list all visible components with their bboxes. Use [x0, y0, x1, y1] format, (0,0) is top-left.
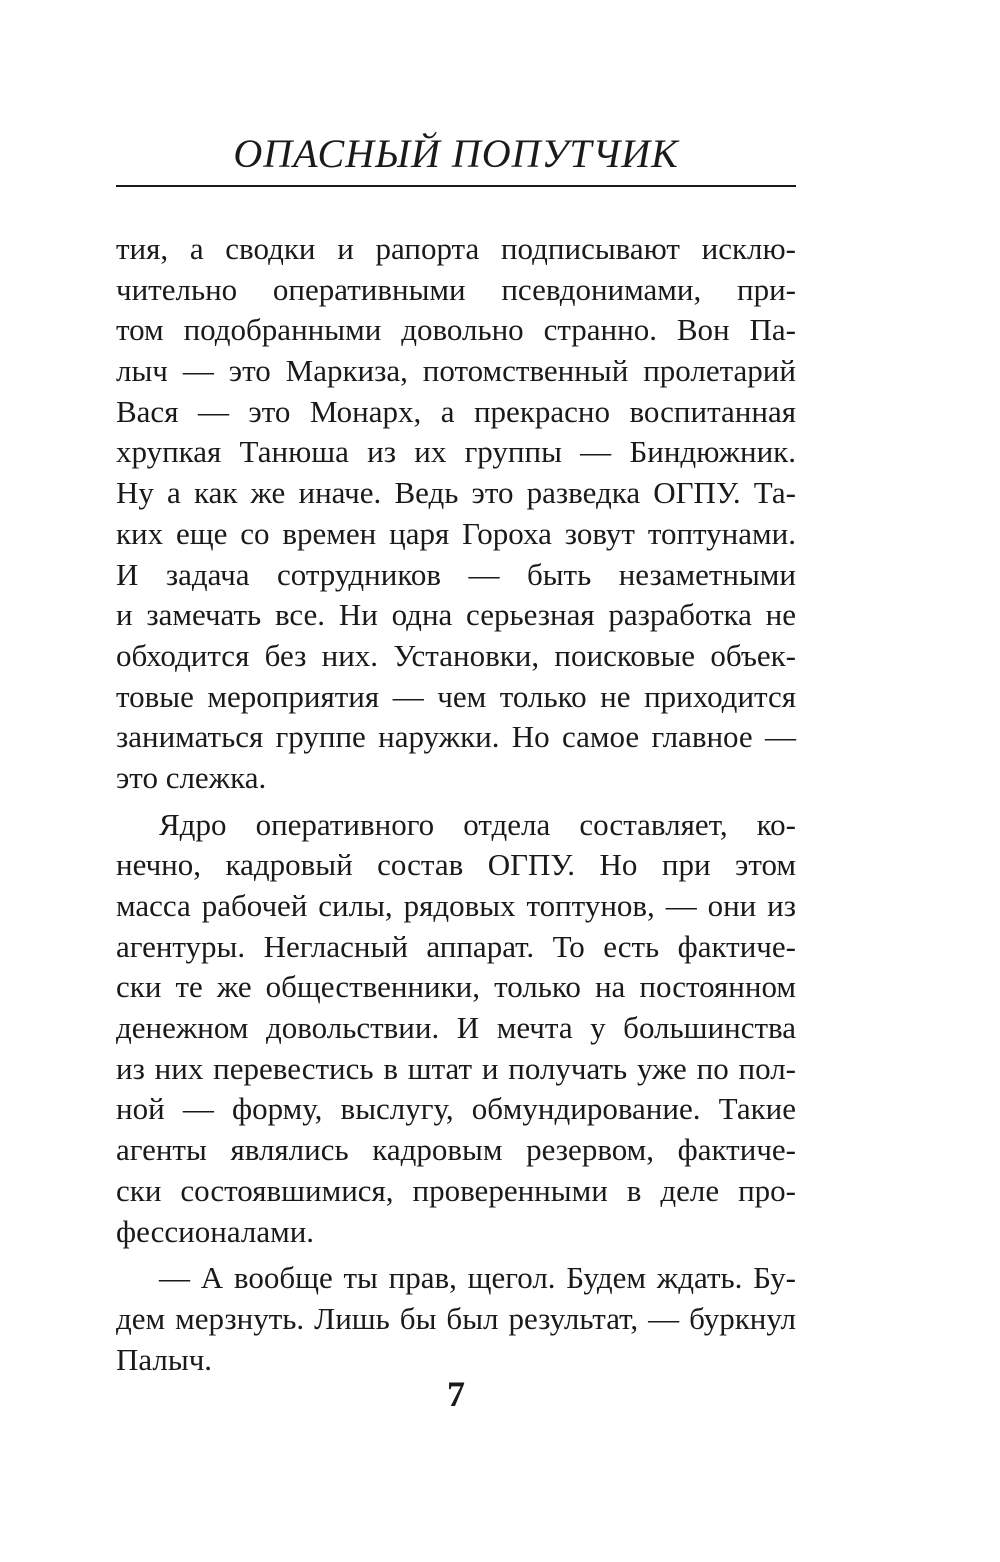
text-line: обходится без них. Установки, поисковые объек- — [116, 637, 796, 673]
text-line: масса рабочей силы, рядовых топтунов, — они из — [116, 888, 796, 923]
body-text — [116, 229, 796, 1380]
text-line: И задача сотрудников — быть незаметными — [116, 556, 796, 592]
text-line: том подобранными довольно странно. Вон Па- — [116, 312, 796, 348]
text-line: дем мерзнуть. Лишь бы был результат, — буркнул — [116, 1300, 796, 1336]
text-line: Вася — это Монарх, а прекрасно воспитанная — [116, 393, 796, 429]
text-line: это слежка. — [116, 759, 267, 795]
running-title: ОПАСНЫЙ ПОПУТЧИК — [233, 131, 679, 176]
text-line: Ядро оперативного отдела составляет, ко- — [159, 806, 796, 842]
page-number: 7 — [447, 1374, 465, 1414]
text-line: хрупкая Танюша из их группы — Биндюжник. — [116, 434, 796, 470]
text-line: денежном довольствии. И мечта у большинства — [116, 1010, 796, 1046]
text-line: Палыч. — [116, 1341, 213, 1377]
text-line: ной — форму, выслугу, обмундирование. Такие — [116, 1091, 796, 1127]
text-line: и замечать все. Ни одна серьезная разработка не — [116, 597, 796, 633]
text-line: агенты являлись кадровым резервом, фактиче- — [116, 1132, 796, 1168]
text-line: нечно, кадровый состав ОГПУ. Но при этом — [116, 847, 796, 883]
text-line: агентуры. Негласный аппарат. То есть фактиче- — [116, 928, 796, 964]
text-line: ких еще со времен царя Гороха зовут топтунами. — [116, 515, 796, 551]
text-line: Ну а как же иначе. Ведь это разведка ОГПУ. Та- — [116, 475, 796, 511]
text-line: ски те же общественники, только на постоянном — [116, 969, 796, 1005]
text-line: ски состоявшимися, проверенными в деле про- — [116, 1172, 796, 1208]
text-line: лыч — это Маркиза, потомственный пролетарий — [116, 353, 796, 389]
header-rule — [116, 185, 796, 187]
text-line: фессионалами. — [116, 1213, 315, 1249]
text-line: товые мероприятия — чем только не приходится — [116, 678, 796, 714]
text-line: тия, а сводки и рапорта подписывают исклю- — [116, 231, 796, 266]
text-line: — А вообще ты прав, щегол. Будем ждать. Бу- — [159, 1260, 796, 1296]
text-line: заниматься группе наружки. Но самое главное — — [116, 719, 796, 755]
text-line: чительно оперативными псевдонимами, при- — [116, 271, 796, 307]
text-line: из них перевестись в штат и получать уже по пол- — [116, 1050, 796, 1086]
